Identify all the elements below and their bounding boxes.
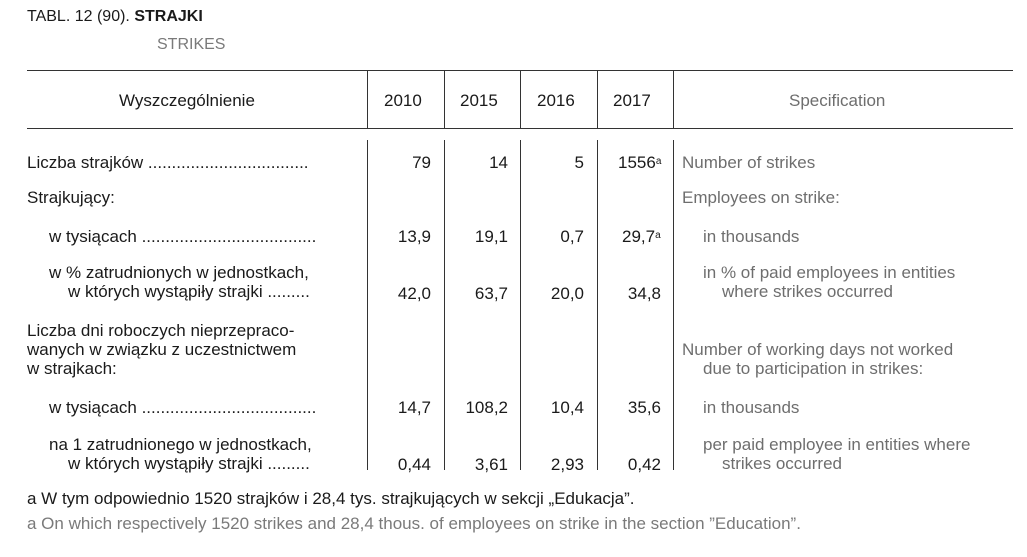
row-value: 42,0 xyxy=(397,284,431,303)
table-title xyxy=(27,8,203,26)
row-label-pl: na 1 zatrudnionego w jednostkach, xyxy=(49,435,312,454)
row-label-en: in thousands xyxy=(703,398,800,417)
footnote-en: a On which respectively 1520 strikes and 28,4 thous. of employees on strike in the section ”Education”. xyxy=(27,514,801,533)
row-value: 14 xyxy=(489,153,508,172)
header-rule xyxy=(27,128,1013,129)
footnote-marker: a xyxy=(655,230,661,241)
row-value xyxy=(618,153,661,172)
footnote-marker: a xyxy=(655,156,662,167)
col-divider xyxy=(444,70,445,128)
row-label-en: Number of working days not worked xyxy=(682,340,954,359)
row-value: 13,9 xyxy=(397,227,431,246)
row-label-pl: Liczba dni roboczych nieprzepraco- xyxy=(27,321,295,340)
row-label-en: in % of paid employees in entities xyxy=(703,263,956,282)
row-label-en: strikes occurred xyxy=(722,454,842,473)
row-value: 63,7 xyxy=(474,284,508,303)
row-label-pl: w których wystąpiły strajki ......... xyxy=(68,282,310,301)
col-divider xyxy=(520,140,521,470)
col-divider xyxy=(520,70,521,128)
row-value: 108,2 xyxy=(465,398,508,417)
row-value: 0,42 xyxy=(627,455,661,474)
row-label-pl: w tysiącach ..................................... xyxy=(49,398,317,417)
row-value: 14,7 xyxy=(397,398,431,417)
row-value: 0,44 xyxy=(397,455,431,474)
row-label-pl: w % zatrudnionych w jednostkach, xyxy=(49,263,309,282)
row-value: 20,0 xyxy=(550,284,584,303)
row-value: 35,6 xyxy=(627,398,661,417)
row-value: 3,61 xyxy=(474,455,508,474)
row-value: 19,1 xyxy=(474,227,508,246)
row-label-pl: w strajkach: xyxy=(27,359,117,378)
row-label-en: Employees on strike: xyxy=(682,188,840,207)
row-label-en: due to participation in strikes: xyxy=(703,359,924,378)
row-value: 79 xyxy=(412,153,431,172)
row-value: 2,93 xyxy=(550,455,584,474)
header-year-2016: 2016 xyxy=(537,91,575,110)
row-label-en: Number of strikes xyxy=(682,153,816,172)
row-value: 5 xyxy=(574,153,584,172)
col-divider xyxy=(444,140,445,470)
row-value: 10,4 xyxy=(550,398,584,417)
footnote-pl: a W tym odpowiednio 1520 strajków i 28,4 tys. strajkujących w sekcji „Edukacja”. xyxy=(27,489,635,508)
col-divider xyxy=(597,140,598,470)
row-label-pl: w których wystąpiły strajki ......... xyxy=(68,454,310,473)
row-label-pl: Strajkujący: xyxy=(27,188,115,207)
header-year-2010: 2010 xyxy=(384,91,422,110)
row-value: 0,7 xyxy=(560,227,584,246)
row-label-en: where strikes occurred xyxy=(722,282,894,301)
row-value xyxy=(622,227,661,246)
header-specification-en: Specification xyxy=(789,91,886,110)
table-title-bold: STRAJKI xyxy=(134,8,203,25)
header-year-2017: 2017 xyxy=(613,91,651,110)
header-specification-pl: Wyszczególnienie xyxy=(119,91,255,110)
row-label-pl: wanych w związku z uczestnictwem xyxy=(27,340,297,359)
col-divider xyxy=(367,140,368,470)
row-label-pl: w tysiącach ..................................... xyxy=(49,227,317,246)
col-divider xyxy=(673,140,674,470)
col-divider xyxy=(597,70,598,128)
value-text: 29,7 xyxy=(622,227,656,246)
row-label-pl: Liczba strajków .................................. xyxy=(27,153,309,172)
row-value: 34,8 xyxy=(627,284,661,303)
value-text: 1556 xyxy=(618,153,656,172)
col-divider xyxy=(673,70,674,128)
table-title-english: STRIKES xyxy=(157,36,226,53)
header-year-2015: 2015 xyxy=(460,91,498,110)
col-divider xyxy=(367,70,368,128)
row-label-en: in thousands xyxy=(703,227,800,246)
row-label-en: per paid employee in entities where xyxy=(703,435,971,454)
table-number: TABL. 12 (90). xyxy=(27,8,130,25)
